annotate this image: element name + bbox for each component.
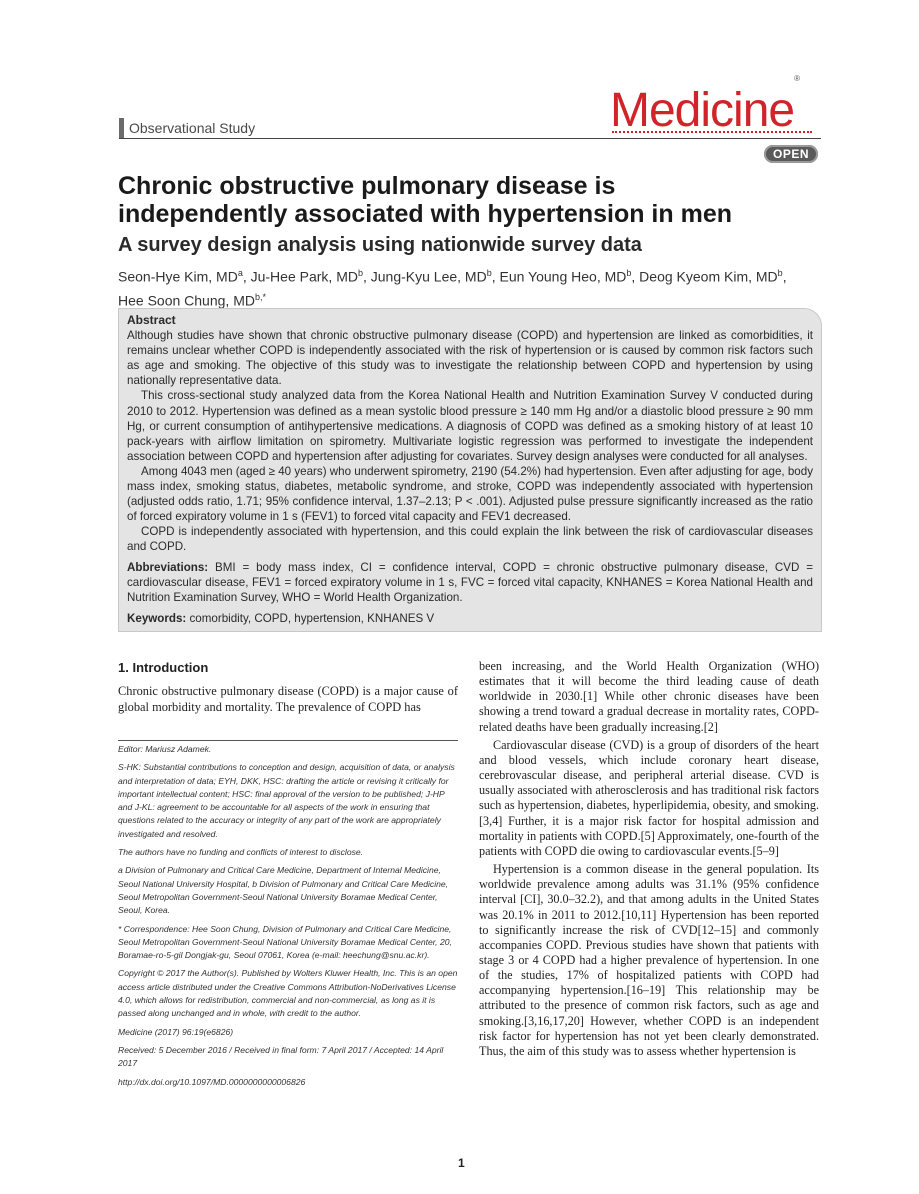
received-note: Received: 5 December 2016 / Received in final form: 7 April 2017 / Accepted: 14 April 2017	[118, 1044, 444, 1069]
citation-note: Medicine (2017) 96:19(e6826)	[118, 1026, 234, 1037]
title-line-2: independently associated with hypertension in men	[118, 200, 733, 228]
page-number: 1	[458, 1156, 465, 1170]
funding-note: The authors have no funding and conflicts of interest to disclose.	[118, 847, 364, 858]
open-access-badge: OPEN	[764, 145, 818, 163]
copyright-note: Copyright © 2017 the Author(s). Published by Wolters Kluwer Health, Inc. This is an open access article distributed under the Creative Commons Attribution-NoDerivatives License 4.0, which allows for redistribution, commercial and non-commercial, as long as it is passed along unchanged and in whole, with credit to the author.	[118, 968, 458, 1019]
abstract-methods: This cross-sectional study analyzed data from the Korea National Health and Nutrition Examination Survey V conducted during 2010 to 2012. Hypertension was defined as a mean systolic blood pressure ≥ 140 mm Hg and/or a diastolic blood pressure ≥ 90 mm Hg, or current consumption of antihypertensive medications. A diagnosis of COPD was defined as a smoking history of at least 10 pack-years with airflow limitation on spirometry. Multivariate logistic regression was performed to investigate the independent association between COPD and hypertension after adjusting for covariates. Survey design analyses were conducted for all analyses.	[127, 389, 813, 463]
abstract-results: Among 4043 men (aged ≥ 40 years) who underwent spirometry, 2190 (54.2%) had hypertension. Even after adjusting for age, body mass index, smoking status, diabetes, metabolic syndrome, and stroke, COPD was independently associated with hypertension (adjusted odds ratio, 1.71; 95% confidence interval, 1.37–2.13; P < .001). Adjusted pulse pressure significantly increased as the ratio of forced expiratory volume in 1 s (FEV1) to forced vital capacity and FEV1 decreased.	[127, 464, 813, 524]
abbreviations-heading: Abbreviations:	[127, 560, 209, 574]
abstract-background: Although studies have shown that chronic obstructive pulmonary disease (COPD) and hypertension are linked as comorbidities, it remains unclear whether COPD is independently associated with the risk of hypertension or is caused by common risk factors such as age and smoking. The objective of this study was to investigate the relationship between COPD and hypertension by using nationally representative data.	[127, 329, 813, 388]
introduction-heading: 1. Introduction	[118, 660, 209, 675]
abbreviations	[127, 560, 813, 605]
section-tag: Observational Study	[119, 118, 255, 138]
keywords-text: comorbidity, COPD, hypertension, KNHANES V	[186, 611, 435, 625]
author-list	[118, 263, 828, 310]
correspondence-note: * Correspondence: Hee Soon Chung, Division of Pulmonary and Critical Care Medicine, Seoul Metropolitan Government-Seoul National University Boramae Medical Center, 20, Boramae-ro-5-gil Dongjak-gu, Seoul 07061, Korea (e-mail: heechung@snu.ac.kr).	[118, 923, 452, 961]
keywords	[127, 611, 813, 626]
abbreviations-text: BMI = body mass index, CI = confidence interval, COPD = chronic obstructive pulmonary disease, CVD = cardiovascular disease, FEV1 = forced expiratory volume in 1 s, FVC = forced vital capacity, KNHANES = Korea National Health and Nutrition Examination Survey, WHO = World Health Organization.	[127, 560, 813, 604]
doi-link[interactable]: http://dx.doi.org/10.1097/MD.0000000000006826	[118, 1076, 306, 1087]
introduction-right-column	[479, 659, 819, 1062]
affiliations-note: a Division of Pulmonary and Critical Care Medicine, Department of Internal Medicine, Seoul National University Hospital, b Division of Pulmonary and Critical Care Medicine, Seoul Metropolitan Government-Seoul National University Boramae Medical Center, Seoul, Korea.	[118, 865, 449, 916]
article-footnotes	[118, 740, 458, 1094]
authors-line-2: Hee Soon Chung, $MD^{b,*}$	[118, 291, 266, 309]
introduction-left-text: Chronic obstructive pulmonary disease (COPD) is a major cause of global morbidity and mortality. The prevalence of COPD has	[118, 684, 458, 714]
title-line-1: Chronic obstructive pulmonary disease is	[118, 172, 616, 200]
intro-paragraph-2: Cardiovascular disease (CVD) is a group of disorders of the heart and blood vessels, which include coronary heart disease, cerebrovascular disease, and peripheral arterial disease. CVD is usually associated with atherosclerosis and has traditional risk factors such as hypertension, diabetes, hyperlipidemia, obesity, and smoking.[3,4] Further, it is a major risk factor for hospital admission and mortality in patients with COPD.[5] Approximately, one-fourth of the patients with COPD die owing to cardiovascular events.[5–9]	[479, 737, 819, 858]
registered-mark: ®	[794, 74, 800, 83]
article-subtitle: A survey design analysis using nationwide survey data	[118, 234, 642, 256]
abstract-conclusion: COPD is independently associated with hypertension, and this could explain the link between the risk of cardiovascular diseases and COPD.	[127, 525, 813, 554]
journal-logo-text: Medicine	[610, 84, 795, 137]
contributions-note: S-HK: Substantial contributions to conception and design, acquisition of data, or analysis and interpretation of data; EYH, DKK, HSC: drafting the article or revising it critically for important intellectual content; HSC: final approval of the version to be published; J-HP and J-KL: agreement to be accountable for all aspects of the work in ensuring that questions related to the accuracy or integrity of any part of the work are appropriately investigated and resolved.	[118, 762, 455, 839]
article-title	[118, 172, 838, 228]
journal-logo	[610, 74, 800, 137]
abstract-box	[118, 308, 822, 632]
abstract-heading: Abstract	[127, 313, 176, 327]
editor-note: Editor: Mariusz Adamek.	[118, 744, 212, 754]
header-rule	[119, 138, 821, 139]
intro-paragraph-3: Hypertension is a common disease in the general population. Its worldwide prevalence among adults was 31.1% (95% confidence interval [CI], 30.0–32.2), and that among adults in the United States was 20.1% in 2011 to 2012.[10,11] Hypertension has been reported to significantly increase the risk of CVD[12–15] and commonly accompanies COPD. Previous studies have shown that patients with stage 3 or 4 COPD had a higher prevalence of hypertension. In one of the studies, 17% of hospitalized patients with COPD had accompanying hypertension.[16–19] This relationship may be attributed to the presence of common risk factors, such as age and smoking.[3,16,17,20] However, whether COPD is an independent risk factor for hypertension has not yet been clearly demonstrated. Thus, the aim of this study was to assess whether hypertension is	[479, 862, 819, 1058]
intro-paragraph-1: been increasing, and the World Health Organization (WHO) estimates that it will become the third leading cause of death worldwide in 2030.[1] While other chronic diseases have been showing a trend toward a gradual decrease in mortality rates, COPD-related deaths have been gradually increasing.[2]	[479, 659, 819, 734]
logo-dotted-rule	[612, 131, 812, 133]
keywords-heading: Keywords:	[127, 611, 187, 625]
authors-line-1: Seon-Hye Kim, $MD^a$, Ju-Hee Park, $MD^b$, Jung-Kyu Lee, $MD^b$, Eun Young Heo, $MD^b$, Deog Kyeom Kim, $MD^b$,	[118, 268, 787, 285]
